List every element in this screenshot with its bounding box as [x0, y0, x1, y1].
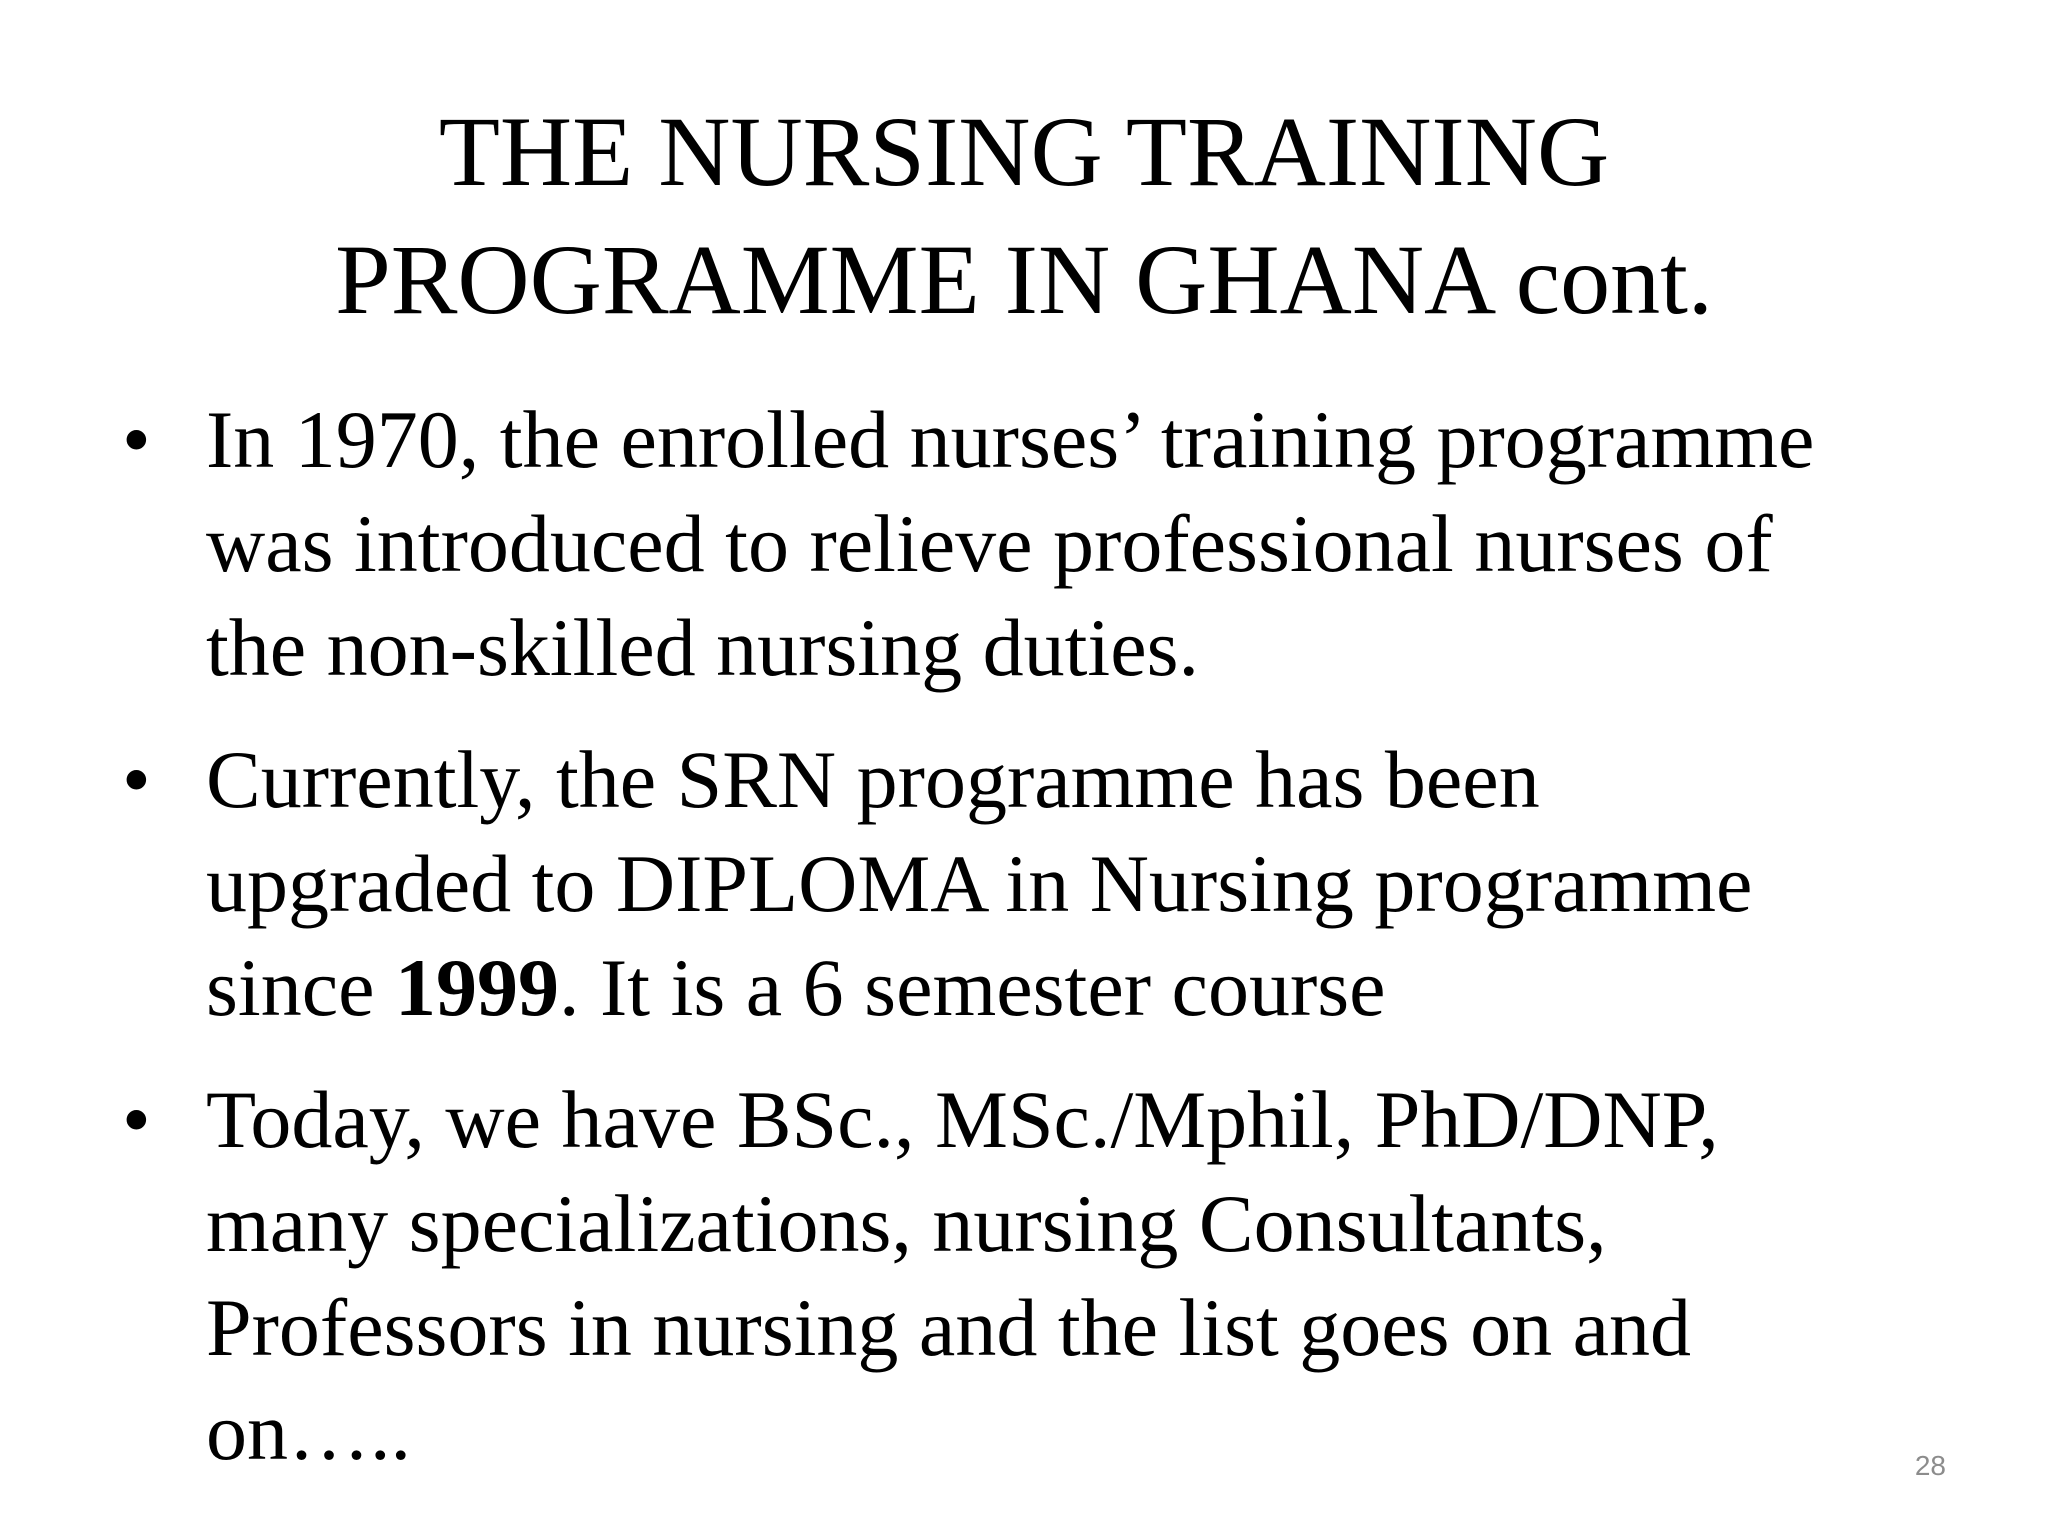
bullet-list — [0, 388, 2048, 1512]
bullet-3-line-1: Today, we have BSc., MSc./Mphil, PhD/DNP, — [206, 1074, 1719, 1165]
bullet-2-line-3 — [206, 936, 1988, 1040]
bullet-dot-icon: • — [122, 394, 151, 485]
bullet-1-line-1: In 1970, the enrolled nurses’ training programme — [206, 394, 1815, 485]
bullet-3-line-4: on….. — [206, 1386, 411, 1477]
bullet-item-3 — [0, 1068, 2048, 1484]
bullet-2-line-3-prefix: since — [206, 942, 395, 1033]
bullet-2-line-3-suffix: . It is a 6 semester course — [558, 942, 1386, 1033]
bullet-text-3 — [206, 1068, 1988, 1484]
bullet-text-1 — [206, 388, 1988, 700]
slide-title-line-1: THE NURSING TRAINING — [438, 96, 1610, 207]
slide-title — [140, 88, 1908, 344]
bullet-item-2 — [0, 728, 2048, 1040]
slide-title-line-2: PROGRAMME IN GHANA cont. — [335, 224, 1713, 335]
bullet-text-2 — [206, 728, 1988, 1040]
slide-page-number: 28 — [1914, 1450, 1946, 1481]
bullet-dot-icon: • — [122, 734, 151, 825]
bullet-2-line-1: Currently, the SRN programme has been — [206, 734, 1540, 825]
bullet-2-year-bold: 1999 — [394, 942, 559, 1033]
bullet-3-line-3: Professors in nursing and the list goes on and — [206, 1282, 1691, 1373]
bullet-3-line-2: many specializations, nursing Consultants, — [206, 1178, 1607, 1269]
bullet-item-1 — [0, 388, 2048, 700]
bullet-1-line-2: was introduced to relieve professional nurses of — [206, 498, 1773, 589]
bullet-2-line-2: upgraded to DIPLOMA in Nursing programme — [206, 838, 1753, 929]
bullet-1-line-3: the non-skilled nursing duties. — [206, 602, 1200, 693]
bullet-dot-icon: • — [122, 1074, 151, 1165]
